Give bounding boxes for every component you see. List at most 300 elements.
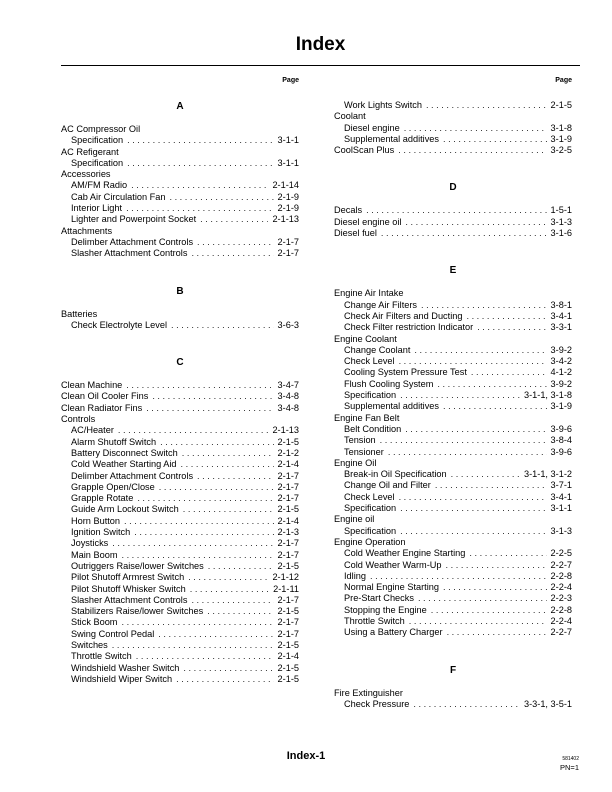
dot-leader	[435, 480, 547, 491]
dot-leader	[136, 651, 274, 662]
entry-label: Specification	[71, 157, 124, 168]
dot-leader	[112, 538, 273, 549]
index-section	[61, 356, 299, 685]
dot-leader	[118, 425, 269, 436]
index-entry	[61, 504, 299, 515]
dot-leader	[182, 448, 274, 459]
entry-page-ref: 3-4-7	[277, 380, 299, 391]
entry-page-ref: 2-1-5	[277, 639, 299, 650]
index-heading: Fire Extinguisher	[334, 687, 403, 698]
entry-label: Cold Weather Warm-Up	[344, 559, 442, 570]
index-entry	[334, 345, 572, 356]
entry-page-ref: 2-1-9	[277, 191, 299, 202]
index-entry	[334, 605, 572, 616]
entry-label: Stopping the Engine	[344, 604, 427, 615]
entry-page-ref: 3-1-9	[550, 133, 572, 144]
section-letter: F	[449, 664, 457, 676]
entry-label: Main Boom	[71, 549, 118, 560]
entry-label: Stick Boom	[71, 617, 118, 628]
right-lead-entries	[334, 100, 572, 156]
entry-label: AM/FM Radio	[71, 180, 128, 191]
index-entry	[334, 100, 572, 111]
entry-page-ref: 2-1-7	[277, 549, 299, 560]
entry-page-ref: 3-9-2	[550, 344, 572, 355]
index-entry	[61, 640, 299, 651]
entry-label: Diesel engine	[344, 122, 400, 133]
section-letter: A	[176, 101, 184, 112]
index-entry	[334, 379, 572, 390]
dot-leader	[366, 205, 546, 216]
index-entry	[61, 403, 299, 414]
dot-leader	[405, 217, 546, 228]
entry-page-ref: 3-7-1	[550, 480, 572, 491]
entry-page-ref: 2-1-7	[277, 248, 299, 259]
entry-label: Check Level	[344, 356, 395, 367]
dot-leader	[126, 203, 273, 214]
index-entry	[334, 699, 572, 710]
entry-label: AC/Heater	[71, 425, 114, 436]
index-heading: Attachments	[61, 225, 113, 236]
right-sections	[334, 181, 572, 710]
entry-label: Pilot Shutoff Whisker Switch	[71, 583, 186, 594]
entry-page-ref: 3-1-8	[550, 122, 572, 133]
dot-leader	[381, 228, 547, 239]
index-entry	[334, 492, 572, 503]
index-entry	[334, 134, 572, 145]
dot-leader	[443, 401, 547, 412]
dot-leader	[126, 380, 273, 391]
entry-label: Lighter and Powerpoint Socket	[71, 214, 197, 225]
entry-page-ref: 3-1-1	[550, 503, 572, 514]
page-title: Index	[295, 34, 346, 55]
entry-label: Guide Arm Lockout Switch	[71, 504, 179, 515]
entry-label: Check Pressure	[344, 698, 410, 709]
index-entry	[61, 425, 299, 436]
index-entry	[334, 228, 572, 239]
entry-page-ref: 2-2-8	[550, 570, 572, 581]
dot-leader	[183, 663, 273, 674]
dot-leader	[405, 424, 546, 435]
entry-page-ref: 2-1-4	[277, 459, 299, 470]
index-column-left	[61, 76, 299, 685]
entry-page-ref: 3-3-1	[550, 322, 572, 333]
index-entry	[61, 550, 299, 561]
dot-leader	[137, 493, 273, 504]
entry-page-ref: 2-1-4	[277, 515, 299, 526]
entry-page-ref: 3-9-2	[550, 378, 572, 389]
index-section	[334, 664, 572, 711]
dot-leader	[398, 145, 546, 156]
dot-leader	[127, 135, 273, 146]
entry-page-ref: 2-1-5	[550, 100, 572, 110]
index-entry	[61, 471, 299, 482]
index-entry	[61, 459, 299, 470]
entry-label: Clean Machine	[61, 380, 123, 391]
index-entry	[61, 572, 299, 583]
index-heading: AC Refigerant	[61, 146, 119, 157]
entry-label: Change Oil and Filter	[344, 480, 431, 491]
index-section	[61, 285, 299, 332]
index-section	[61, 100, 299, 260]
entry-label: Grapple Rotate	[71, 493, 134, 504]
dot-leader	[404, 123, 547, 134]
entry-label: Supplemental additives	[344, 401, 439, 412]
index-entry	[334, 300, 572, 311]
index-entry	[61, 606, 299, 617]
index-heading: Engine oil	[334, 514, 375, 525]
entry-page-ref: 3-9-6	[550, 446, 572, 457]
dot-leader	[152, 391, 273, 402]
index-entry	[334, 627, 572, 638]
entry-page-ref: 3-4-8	[277, 402, 299, 413]
dot-leader	[169, 192, 273, 203]
entry-label: Clean Oil Cooler Fins	[61, 391, 149, 402]
entry-label: Pilot Shutoff Armrest Switch	[71, 572, 185, 583]
index-entry	[334, 424, 572, 435]
index-entry	[61, 437, 299, 448]
index-entry	[334, 593, 572, 604]
entry-page-ref: 3-1-1	[277, 157, 299, 168]
dot-leader	[112, 640, 274, 651]
section-letter: D	[449, 182, 457, 194]
entry-label: CoolScan Plus	[334, 145, 395, 156]
index-entry	[61, 192, 299, 203]
entry-page-ref: 2-2-4	[550, 582, 572, 593]
index-entry	[334, 582, 572, 593]
entry-page-ref: 2-1-7	[277, 538, 299, 549]
dot-leader	[134, 527, 273, 538]
index-entry	[61, 617, 299, 628]
entry-label: Cab Air Circulation Fan	[71, 191, 166, 202]
index-entry	[61, 629, 299, 640]
index-entry	[334, 571, 572, 582]
index-entry	[61, 516, 299, 527]
dot-leader	[469, 548, 546, 559]
index-entry	[61, 380, 299, 391]
entry-label: Supplemental additives	[344, 133, 439, 144]
entry-label: Decals	[334, 205, 363, 216]
entry-label: Specification	[71, 135, 124, 146]
entry-page-ref: 2-1-7	[277, 628, 299, 639]
dot-leader	[443, 134, 547, 145]
dot-leader	[176, 674, 273, 685]
entry-label: Idling	[344, 570, 366, 581]
entry-label: Check Filter restriction Indicator	[344, 322, 474, 333]
index-heading: Accessories	[61, 169, 111, 180]
index-entry	[61, 561, 299, 572]
entry-page-ref: 2-1-12	[272, 572, 299, 583]
entry-page-ref: 2-1-5	[277, 436, 299, 447]
entry-page-ref: 2-1-13	[272, 214, 299, 225]
entry-page-ref: 2-1-7	[277, 470, 299, 481]
entry-label: Flush Cooling System	[344, 378, 434, 389]
dot-leader	[400, 526, 546, 537]
entry-label: Swing Control Pedal	[71, 628, 155, 639]
index-heading: Batteries	[61, 308, 98, 319]
section-letter: E	[449, 265, 457, 277]
index-entry	[61, 448, 299, 459]
dot-leader	[437, 379, 546, 390]
dot-leader	[191, 248, 273, 259]
footer-pn: PN=1	[560, 763, 579, 772]
entry-page-ref: 2-1-4	[277, 651, 299, 662]
entry-page-ref: 3-1-1, 3-1-8	[523, 390, 572, 401]
section-letter: B	[176, 285, 184, 297]
index-entry	[61, 493, 299, 504]
dot-leader	[131, 180, 268, 191]
entry-page-ref: 2-1-5	[277, 606, 299, 617]
entry-page-ref: 3-1-3	[550, 525, 572, 536]
entry-page-ref: 3-8-1	[550, 299, 572, 310]
dot-leader	[121, 617, 273, 628]
index-entry	[334, 205, 572, 216]
dot-leader	[188, 572, 268, 583]
index-entry	[334, 145, 572, 156]
index-entry	[61, 158, 299, 169]
index-entry	[61, 135, 299, 146]
entry-label: Throttle Switch	[71, 651, 132, 662]
entry-page-ref: 3-9-6	[550, 423, 572, 434]
index-entry	[334, 503, 572, 514]
dot-leader	[208, 561, 274, 572]
dot-leader	[159, 482, 274, 493]
dot-leader	[160, 437, 273, 448]
entry-label: Diesel engine oil	[334, 216, 402, 227]
entry-page-ref: 3-6-3	[277, 319, 299, 330]
entry-page-ref: 2-1-5	[277, 560, 299, 571]
entry-page-ref: 3-2-5	[550, 145, 572, 156]
entry-page-ref: 3-8-4	[550, 435, 572, 446]
entry-label: Horn Button	[71, 515, 121, 526]
index-entry	[61, 651, 299, 662]
index-entry	[61, 203, 299, 214]
entry-page-ref: 2-2-5	[550, 548, 572, 559]
entry-label: Specification	[344, 503, 397, 514]
index-entry	[61, 527, 299, 538]
dot-leader	[431, 605, 547, 616]
entry-page-ref: 3-1-9	[550, 401, 572, 412]
index-entry	[61, 584, 299, 595]
entry-page-ref: 2-1-5	[277, 673, 299, 684]
title-rule	[61, 65, 580, 66]
index-entry	[334, 560, 572, 571]
entry-label: Pre-Start Checks	[344, 593, 414, 604]
dot-leader	[370, 571, 547, 582]
index-section	[334, 181, 572, 239]
dot-leader	[413, 699, 520, 710]
index-entry	[334, 390, 572, 401]
entry-label: Interior Light	[71, 203, 123, 214]
entry-page-ref: 3-1-3	[550, 216, 572, 227]
index-entry	[61, 663, 299, 674]
dot-leader	[158, 629, 273, 640]
entry-page-ref: 2-1-7	[277, 594, 299, 605]
entry-page-ref: 2-1-14	[272, 180, 299, 191]
section-letter: C	[176, 357, 184, 369]
title-block	[61, 24, 580, 66]
dot-leader	[400, 503, 546, 514]
entry-page-ref: 3-4-2	[550, 356, 572, 367]
entry-label: Specification	[344, 525, 397, 536]
index-entry	[334, 548, 572, 559]
dot-leader	[207, 606, 273, 617]
entry-label: Clean Radiator Fins	[61, 402, 143, 413]
entry-label: Break-in Oil Specification	[344, 469, 447, 480]
footer-page-label: Index-1	[286, 750, 326, 762]
dot-leader	[380, 435, 547, 446]
index-section	[334, 264, 572, 638]
index-entry	[334, 217, 572, 228]
entry-page-ref: 2-2-7	[550, 559, 572, 570]
dot-leader	[171, 320, 274, 331]
entry-label: Check Level	[344, 491, 395, 502]
index-entry	[334, 435, 572, 446]
entry-label: Cooling System Pressure Test	[344, 367, 467, 378]
entry-label: Change Air Filters	[344, 299, 418, 310]
page-column-header-right: Page	[555, 77, 572, 84]
dot-leader	[399, 356, 547, 367]
index-entry	[334, 367, 572, 378]
dot-leader	[451, 469, 520, 480]
entry-page-ref: 1-5-1	[550, 205, 572, 216]
dot-leader	[447, 627, 547, 638]
entry-label: Cold Weather Starting Aid	[71, 459, 177, 470]
dot-leader	[477, 322, 546, 333]
dot-leader	[190, 584, 269, 595]
index-entry	[334, 469, 572, 480]
entry-label: Slasher Attachment Controls	[71, 594, 188, 605]
dot-leader	[121, 550, 273, 561]
index-entry	[61, 214, 299, 225]
dot-leader	[443, 582, 547, 593]
entry-label: Tensioner	[344, 446, 384, 457]
entry-label: Slasher Attachment Controls	[71, 248, 188, 259]
entry-page-ref: 2-1-7	[277, 617, 299, 628]
dot-leader	[181, 459, 274, 470]
index-entry	[334, 526, 572, 537]
dot-leader	[183, 504, 274, 515]
entry-page-ref: 3-4-8	[277, 391, 299, 402]
dot-leader	[471, 367, 547, 378]
entry-label: Windshield Wiper Switch	[71, 673, 173, 684]
entry-page-ref: 2-1-7	[277, 481, 299, 492]
entry-page-ref: 3-1-1	[277, 135, 299, 146]
dot-leader	[200, 214, 268, 225]
dot-leader	[414, 345, 546, 356]
index-entry	[61, 595, 299, 606]
entry-label: Using a Battery Charger	[344, 627, 443, 638]
index-heading: Engine Oil	[334, 457, 377, 468]
dot-leader	[124, 516, 274, 527]
entry-label: Outriggers Raise/lower Switches	[71, 560, 204, 571]
entry-label: Work Lights Switch	[344, 100, 422, 110]
entry-page-ref: 2-1-5	[277, 504, 299, 515]
entry-label: Check Air Filters and Ducting	[344, 310, 463, 321]
entry-label: Check Electrolyte Level	[71, 319, 168, 330]
entry-label: Windshield Washer Switch	[71, 662, 180, 673]
entry-label: Normal Engine Starting	[344, 582, 439, 593]
entry-page-ref: 2-1-9	[277, 203, 299, 214]
dot-leader	[197, 471, 274, 482]
entry-page-ref: 3-1-6	[550, 228, 572, 239]
entry-page-ref: 2-1-7	[277, 236, 299, 247]
entry-page-ref: 3-1-1, 3-1-2	[523, 469, 572, 480]
entry-page-ref: 2-1-7	[277, 493, 299, 504]
entry-page-ref: 3-3-1, 3-5-1	[523, 698, 572, 709]
dot-leader	[399, 492, 547, 503]
index-entry	[61, 320, 299, 331]
entry-label: Cold Weather Engine Starting	[344, 548, 466, 559]
dot-leader	[446, 560, 547, 571]
entry-label: Delimber Attachment Controls	[71, 236, 194, 247]
dot-leader	[400, 390, 520, 401]
entry-label: Ignition Switch	[71, 527, 131, 538]
index-entry	[334, 480, 572, 491]
dot-leader	[197, 237, 274, 248]
entry-page-ref: 2-2-8	[550, 604, 572, 615]
index-entry	[61, 248, 299, 259]
entry-page-ref: 3-4-1	[550, 491, 572, 502]
dot-leader	[191, 595, 273, 606]
page-column-header-left: Page	[282, 77, 299, 84]
dot-leader	[426, 100, 547, 111]
entry-label: Battery Disconnect Switch	[71, 447, 178, 458]
entry-label: Alarm Shutoff Switch	[71, 436, 157, 447]
entry-page-ref: 2-2-7	[550, 627, 572, 638]
entry-page-ref: 3-4-1	[550, 310, 572, 321]
index-entry	[334, 322, 572, 333]
entry-page-ref: 2-2-3	[550, 593, 572, 604]
entry-page-ref: 4-1-2	[550, 367, 572, 378]
entry-page-ref: 2-1-11	[273, 583, 299, 594]
index-heading: Engine Air Intake	[334, 288, 404, 299]
dot-leader	[421, 300, 547, 311]
dot-leader	[418, 593, 547, 604]
dot-leader	[409, 616, 547, 627]
index-entry	[61, 180, 299, 191]
entry-label: Delimber Attachment Controls	[71, 470, 194, 481]
entry-page-ref: 2-1-5	[277, 662, 299, 673]
index-heading: Controls	[61, 414, 96, 425]
index-entry	[334, 123, 572, 134]
dot-leader	[466, 311, 546, 322]
entry-label: Change Coolant	[344, 344, 411, 355]
left-sections	[61, 100, 299, 685]
index-entry	[334, 401, 572, 412]
entry-label: Stabilizers Raise/lower Switches	[71, 606, 204, 617]
spacer	[61, 86, 299, 100]
dot-leader	[127, 158, 273, 169]
index-heading: AC Compressor Oil	[61, 124, 141, 134]
index-column-right	[334, 76, 572, 710]
entry-label: Specification	[344, 390, 397, 401]
index-heading: Engine Coolant	[334, 333, 397, 344]
index-entry	[334, 447, 572, 458]
index-entry	[61, 538, 299, 549]
index-entry	[61, 674, 299, 685]
entry-page-ref: 2-2-4	[550, 615, 572, 626]
entry-label: Grapple Open/Close	[71, 481, 155, 492]
index-entry	[61, 482, 299, 493]
entry-page-ref: 2-1-2	[277, 447, 299, 458]
index-heading: Engine Fan Belt	[334, 412, 400, 423]
footer-code: 581402	[562, 756, 579, 762]
entry-label: Tension	[344, 435, 376, 446]
entry-label: Switches	[71, 639, 108, 650]
entry-page-ref: 2-1-13	[272, 425, 299, 436]
dot-leader	[146, 403, 273, 414]
entry-page-ref: 2-1-3	[277, 527, 299, 538]
